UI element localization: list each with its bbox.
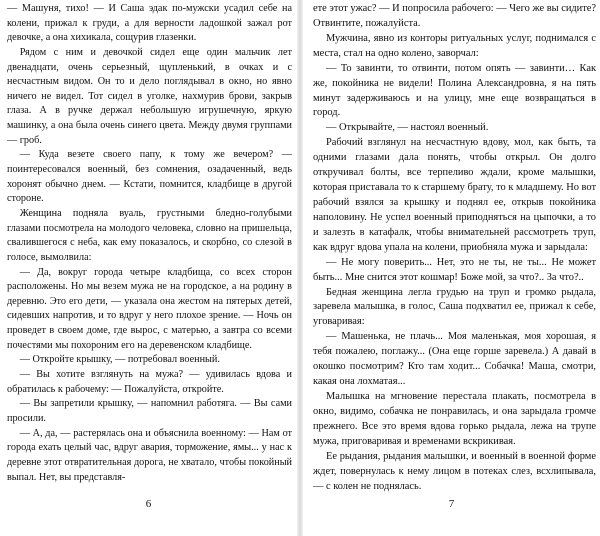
left-page bbox=[0, 0, 297, 536]
page-number: 7 bbox=[448, 498, 455, 510]
right-page bbox=[303, 0, 600, 536]
paragraph: — Откройте крышку, — потребовал военный. bbox=[19, 354, 220, 366]
paragraph: ете этот ужас? — И попросила рабочего: — Чего же вы сидите? Отвинтите, пожалуйста. bbox=[313, 3, 596, 29]
page-number: 6 bbox=[145, 498, 152, 510]
paragraph: — Вы хотите взглянуть на мужа? — удивилась вдова и обратилась к рабочему: — Пожалуйста, откройте. bbox=[7, 369, 292, 395]
paragraph: Мужчина, явно из конторы ритуальных услуг, поднимался с места, стал на одно колено, заворчал: bbox=[313, 32, 596, 59]
paragraph: — Не могу поверить... Нет, это не ты, не ты... Не может быть... Мне снится этот кошмар! Боже мой, за что?.. За что?.. bbox=[313, 256, 596, 283]
paragraph: Женщина подняла вуаль, грустными бледно-голубыми глазами посмотрела на молодого человека, словно на пришельца, свалившегося с неба, как ему показалось, и скорбно, со слезой в голосе, вымолвила: bbox=[7, 207, 292, 263]
paragraph: — Вы запретили крышку, — напомнил работяга. — Вы сами просили. bbox=[7, 398, 292, 424]
paragraph: — А, да, — растерялась она и объяснила военному: — Нам от города ехать целый час, вдруг авария, торможение, ямы... у нас к деревне этот отвратительная дорога, не хватало, чтобы покойный выпал. Нет, вы представля- bbox=[7, 427, 292, 483]
paragraph: Рядом с ним и девочкой сидел еще один мальчик лет двенадцати, очень серьезный, щупленький, в очках и с несчастным видом. Он то и дело поглядывал в окно, но явно ничего не видел. Тот сидел в уголке, нахмурив брови, закрыв глаза. А в ручке держал небольшую игрушечную, яркую машинку, а она была очень синего цвета. Между двумя группами — гроб. bbox=[7, 46, 292, 146]
paragraph: — Открывайте, — настоял военный. bbox=[326, 122, 489, 134]
left-page-text bbox=[7, 2, 292, 485]
paragraph: — То завинти, то отвинти, потом опять — завинти… Как же, покойника не видели! Полина Александровна, я на пять минут задерживаюсь и на улицу, мне еще возвращаться в город. bbox=[313, 62, 596, 119]
paragraph: Бедная женщина легла грудью на труп и громко рыдала, заревела малышка, в голос, Саша подхватил ее, прижал к себе, уговаривая: bbox=[313, 286, 596, 328]
right-page-text bbox=[313, 2, 596, 494]
paragraph: — Куда везете своего папу, к тому же вечером? — поинтересовался военный, без сомнения, озадаченный, ведь хоронят обычно днем. — Кстати, помнится, кладбище в другой стороне. bbox=[7, 149, 292, 205]
paragraph: — Машуня, тихо! — И Саша эдак по-мужски усадил себе на колени, прижал к груди, а для верности ладошкой зажал рот девочке, а она хихикала, сощурив глазенки. bbox=[7, 3, 292, 44]
paragraph: — Машенька, не плачь... Моя маленькая, моя хорошая, я тебя пожалею, поглажу... (Она еще горше заревела.) А давай в окошко посмотрим? Кто там ходит... Собачка! Маша, смотри, какая она лохматая... bbox=[313, 331, 596, 388]
paragraph: Ее рыдания, рыдания малышки, и военный в военной форме ждет, повернулась к нему лицом в потеках слез, всхлипывала, — с колен не поднялась. bbox=[313, 450, 596, 492]
paragraph: Рабочий взглянул на несчастную вдову, мол, как быть, та одними глазами дала понять, чтобы открыл. Он долго откручивал болты, все терпеливо ждали, кроме малышки, которая приставала то к старшему брату, то к младшему. Но вот рабочий взялся за крышку и поднял ее, открыв покойника наполовину. Не успел военный приподняться на цыпочки, а то и залезть в катафалк, чтобы внимательней рассмотреть труп, как вдруг вдова упала на колени, приобняла мужа и зарыдала: bbox=[313, 137, 596, 253]
paragraph: — Да, вокруг города четыре кладбища, со всех сторон расположены. Но мы везем мужа не на городское, а на родину в деревню. Это его дети, — указала она жестом на пятерых детей, сидевших напротив, и то вдруг у него плохое зрение. — Ночь он проведет в своем доме, где вырос, с матерью, а завтра со всеми почестями мы похороним его на деревенском кладбище. bbox=[7, 266, 292, 351]
paragraph: Малышка на мгновение перестала плакать, посмотрела в окно, видимо, собачка не понравилась, и она зарыдала громче прежнего. Все это время вдова горько рыдала, лежа на трупе мужа, приговаривая и временами вскрикивая. bbox=[313, 390, 596, 447]
